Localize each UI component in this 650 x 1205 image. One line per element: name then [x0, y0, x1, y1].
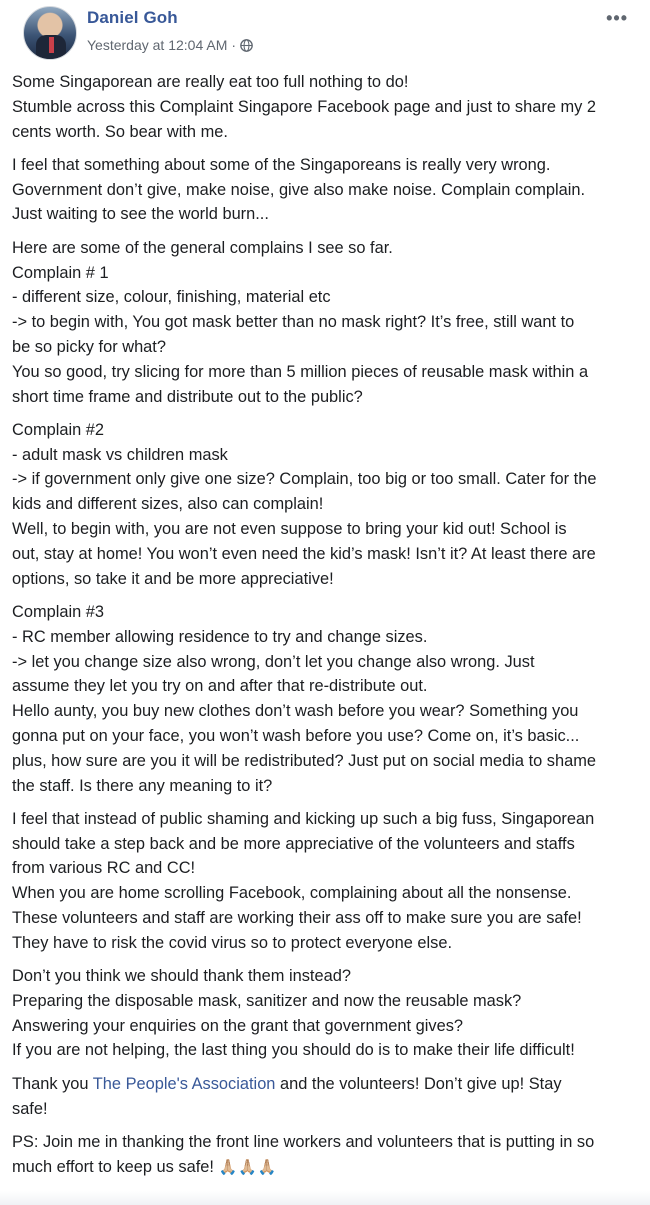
text-line: should take a step back and be more appreciative of the volunteers and staffs — [12, 834, 575, 853]
text-line: Well, to begin with, you are not even suppose to bring your kid out! School is — [12, 520, 567, 539]
text-line: Answering your enquiries on the grant that government gives? — [12, 1016, 464, 1035]
text-line: be so picky for what? — [12, 337, 166, 356]
text-line: Complain #3 — [12, 602, 105, 621]
text-line: gonna put on your face, you won’t wash before you use? Come on, it’s basic... — [12, 726, 580, 745]
post-paragraph — [12, 418, 642, 592]
folded-hands-emoji: 🙏🏼🙏🏼🙏🏼 — [218, 1158, 278, 1176]
text-line: -> if government only give one size? Complain, too big or too small. Cater for the — [12, 470, 597, 489]
text-line: If you are not helping, the last thing you should do is to make their life difficult! — [12, 1041, 575, 1060]
avatar-tie — [49, 37, 54, 53]
text-line: Don’t you think we should thank them instead? — [12, 967, 351, 986]
text-line: - RC member allowing residence to try and change sizes. — [12, 627, 428, 646]
text-line: Government don’t give, make noise, give also make noise. Complain complain. — [12, 180, 586, 199]
text-line: They have to risk the covid virus so to protect everyone else. — [12, 933, 453, 952]
text-line: cents worth. So bear with me. — [12, 122, 228, 141]
text-line: When you are home scrolling Facebook, complaining about all the nonsense. — [12, 884, 572, 903]
globe-icon[interactable] — [240, 39, 253, 52]
post-paragraph — [12, 964, 642, 1063]
text-line — [12, 1155, 642, 1181]
text-line: PS: Join me in thanking the front line workers and volunteers that is putting in so — [12, 1132, 595, 1151]
ps-line2-text: much effort to keep us safe! — [12, 1157, 219, 1176]
text-line: I feel that something about some of the Singaporeans is really very wrong. — [12, 155, 551, 174]
text-line: kids and different sizes, also can complain! — [12, 495, 324, 514]
thanks-prefix: Thank you — [12, 1074, 93, 1093]
text-line: -> let you change size also wrong, don’t let you change also wrong. Just — [12, 652, 535, 671]
text-line: Just waiting to see the world burn... — [12, 205, 269, 224]
text-line: Hello aunty, you buy new clothes don’t wash before you wear? Something you — [12, 702, 579, 721]
text-line: plus, how sure are you it will be redistributed? Just put on social media to shame — [12, 751, 596, 770]
meta-separator: · — [231, 37, 237, 53]
text-line: short time frame and distribute out to the public? — [12, 387, 363, 406]
text-line: Preparing the disposable mask, sanitizer and now the reusable mask? — [12, 991, 522, 1010]
text-line: options, so take it and be more appreciative! — [12, 569, 334, 588]
author-name[interactable]: Daniel Goh — [87, 8, 178, 27]
post-paragraph — [12, 153, 642, 227]
text-line: Complain #2 — [12, 420, 105, 439]
text-line: These volunteers and staff are working their ass off to make sure you are safe! — [12, 909, 582, 927]
post-bottom-edge — [0, 1191, 650, 1205]
post-paragraph — [12, 236, 642, 410]
text-line: You so good, try slicing for more than 5 million pieces of reusable mask within a — [12, 362, 589, 381]
post-timestamp[interactable]: Yesterday at 12:04 AM — [87, 37, 228, 53]
thanks-suffix: and the volunteers! Don’t give up! Stay — [275, 1074, 562, 1093]
ps-paragraph — [12, 1130, 642, 1181]
post-paragraph — [12, 807, 642, 956]
text-line: -> to begin with, You got mask better than no mask right? It’s free, still want to — [12, 313, 575, 332]
avatar[interactable] — [23, 6, 77, 60]
text-line: from various RC and CC! — [12, 859, 196, 878]
text-line: out, stay at home! You won’t even need the kid’s mask! Isn’t it? At least there are — [12, 544, 596, 563]
text-line: Complain # 1 — [12, 263, 109, 282]
text-line: assume they let you try on and after that re-distribute out. — [12, 677, 428, 696]
thanks-paragraph — [12, 1072, 642, 1122]
more-icon[interactable]: ••• — [606, 8, 628, 28]
text-line: - adult mask vs children mask — [12, 445, 228, 464]
post-paragraph — [12, 70, 642, 144]
peoples-association-link[interactable]: The People's Association — [92, 1074, 276, 1093]
post-meta — [87, 37, 253, 53]
post-header — [12, 0, 638, 66]
text-line: Some Singaporean are really eat too full nothing to do! — [12, 73, 409, 91]
post-paragraph — [12, 600, 642, 798]
text-line — [12, 1072, 642, 1097]
text-line: - different size, colour, finishing, material etc — [12, 288, 331, 307]
post-body — [12, 70, 642, 1189]
text-line: the staff. Is there any meaning to it? — [12, 776, 273, 795]
text-line: I feel that instead of public shaming and kicking up such a big fuss, Singaporean — [12, 809, 595, 828]
text-line: safe! — [12, 1099, 48, 1118]
text-line: Stumble across this Complaint Singapore Facebook page and just to share my 2 — [12, 97, 597, 116]
text-line: Here are some of the general complains I see so far. — [12, 238, 393, 257]
